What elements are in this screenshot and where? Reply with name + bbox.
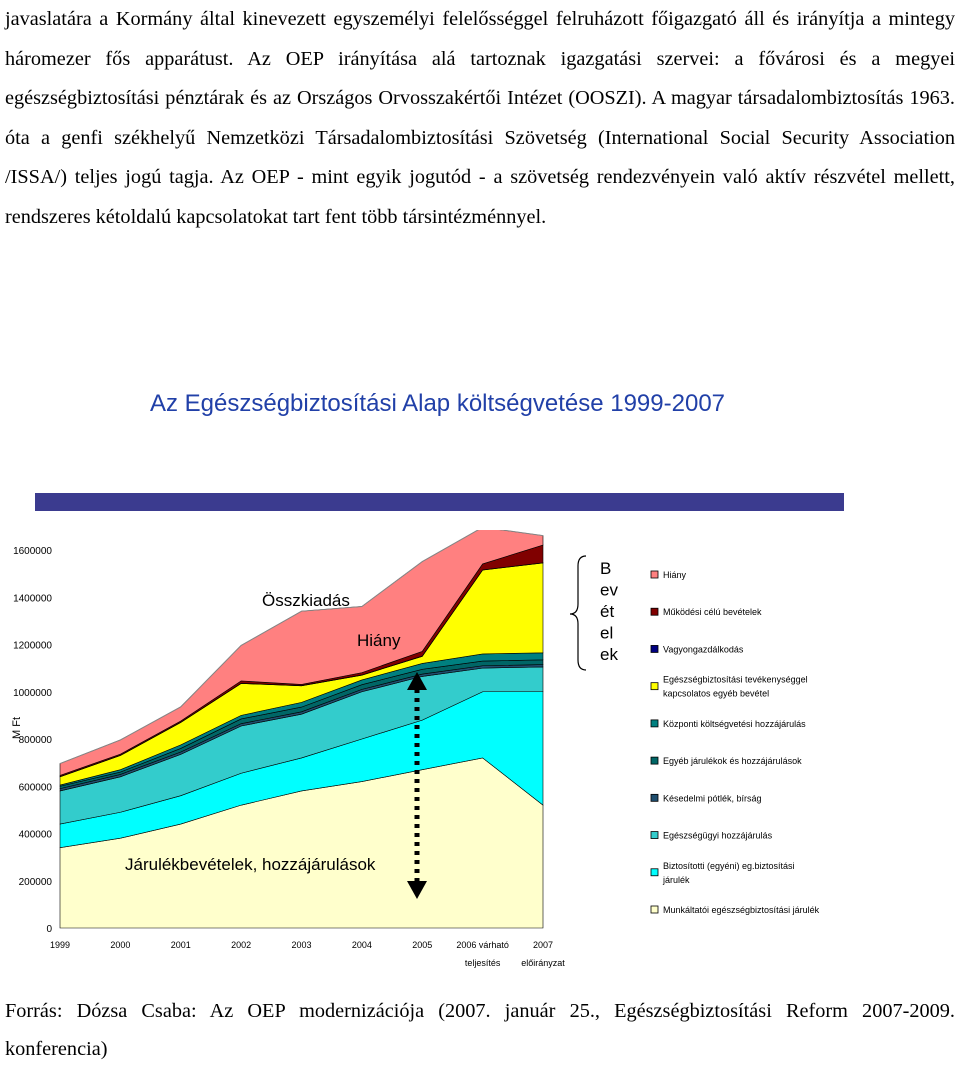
x-tick-label-7: 2006 várható xyxy=(456,940,509,950)
legend-label-0: Hiány xyxy=(663,570,687,580)
legend-heading-line-0: B xyxy=(600,559,612,578)
source-footer: Forrás: Dózsa Csaba: Az OEP modernizációja (2007. január 25., Egészségbiztosítási Reform 2007-2009. konferencia) xyxy=(5,1000,955,1060)
legend-heading xyxy=(600,559,618,664)
x-tick-label-7-1: teljesítés xyxy=(464,958,501,968)
chart-title: Az Egészségbiztosítási Alap költségvetése 1999-2007 xyxy=(149,390,726,417)
legend-swatch-6 xyxy=(651,794,658,801)
legend-heading-line-1: ev xyxy=(600,580,618,600)
legend-swatch-8 xyxy=(651,869,658,876)
x-tick-label-3: 2002 xyxy=(231,940,252,950)
x-tick-label-1: 2000 xyxy=(110,940,131,950)
y-tick-label-3: 600000 xyxy=(18,782,52,794)
y-tick-label-4: 800000 xyxy=(18,735,52,746)
legend-swatch-5 xyxy=(651,757,658,764)
y-tick-label-2: 400000 xyxy=(18,829,52,841)
x-tick-label-2: 2001 xyxy=(170,940,191,950)
legend-label-4: Központi költségvetési hozzájárulás xyxy=(663,718,806,729)
legend-swatch-9 xyxy=(651,906,658,913)
x-tick-label-5: 2004 xyxy=(351,940,372,950)
y-tick-label-7: 1400000 xyxy=(13,593,52,605)
x-tick-label-8-1: előirányzat xyxy=(521,958,565,968)
x-axis xyxy=(50,940,565,968)
legend-heading-line-2: ét xyxy=(600,602,615,621)
y-tick-label-6: 1200000 xyxy=(13,640,52,652)
y-tick-label-8: 1600000 xyxy=(13,546,52,557)
legend-swatch-2 xyxy=(651,645,658,652)
legend-label-5: Egyéb járulékok és hozzájárulások xyxy=(663,756,802,767)
legend xyxy=(651,570,820,915)
annotation-jarulekbevetelek: Járulékbevételek, hozzájárulások xyxy=(125,855,376,874)
body-paragraph: javaslatára a Kormány által kinevezett egyszemélyi felelősséggel felruházott főigazgató áll és irányítja a mintegy háromezer fős apparátust. Az OEP irányítása alá tartoznak igazgatási szervei: a fővárosi és a megyei egészségbiztosítási pénztárak és az Országos Orvosszakértői Intézet (OOSZI). A magyar társadalombiztosítás 1963. óta a genfi székhelyű Nemzetközi Társadalombiztosítási Szövetség (International Social Security Association /ISSA/) teljes jogú tagja. Az OEP - mint egyik jogutód - a szövetség rendezvényein való aktív részvétel mellett, rendszeres kétoldalú kapcsolatokat tart fent több társintézménnyel. xyxy=(5,8,955,228)
y-tick-label-5: 1000000 xyxy=(13,687,52,699)
legend-swatch-4 xyxy=(651,720,658,727)
x-tick-label-8: 2007 xyxy=(532,940,554,950)
legend-label-7: Egészségügyi hozzájárulás xyxy=(663,830,773,841)
y-tick-label-0: 0 xyxy=(46,924,52,935)
x-tick-label-4: 2003 xyxy=(291,940,312,950)
legend-swatch-1 xyxy=(651,608,658,615)
legend-brace xyxy=(570,556,586,670)
legend-heading-line-4: ek xyxy=(600,645,618,664)
legend-heading-line-3: el xyxy=(600,623,614,643)
x-tick-label-6: 2005 xyxy=(412,940,433,950)
x-tick-label-0: 1999 xyxy=(49,940,71,950)
legend-swatch-0 xyxy=(651,571,658,578)
legend-label-6: Késedelmi pótlék, bírság xyxy=(663,793,762,804)
chart-header-bar xyxy=(35,493,844,511)
legend-label-1: Működési célú bevételek xyxy=(663,607,762,618)
legend-label-2: Vagyongazdálkodás xyxy=(663,644,744,655)
y-axis xyxy=(13,546,52,935)
y-axis-label: M Ft xyxy=(11,717,23,739)
legend-label-3: Egészségbiztosítási tevékenységgel xyxy=(663,674,808,685)
legend-label-8-cont: járulék xyxy=(663,874,690,885)
y-tick-label-1: 200000 xyxy=(18,876,52,888)
legend-label-8: Biztosítotti (egyéni) eg.biztosítási xyxy=(663,860,795,871)
legend-swatch-7 xyxy=(651,832,658,839)
legend-swatch-3 xyxy=(651,683,658,690)
annotation-hiany: Hiány xyxy=(357,631,401,650)
annotation-osszkiadas: Összkiadás xyxy=(262,591,350,610)
budget-area-chart xyxy=(0,530,960,980)
legend-label-3-cont: kapcsolatos egyéb bevétel xyxy=(663,688,770,699)
legend-label-9: Munkáltatói egészségbiztosítási járulék xyxy=(663,905,820,915)
